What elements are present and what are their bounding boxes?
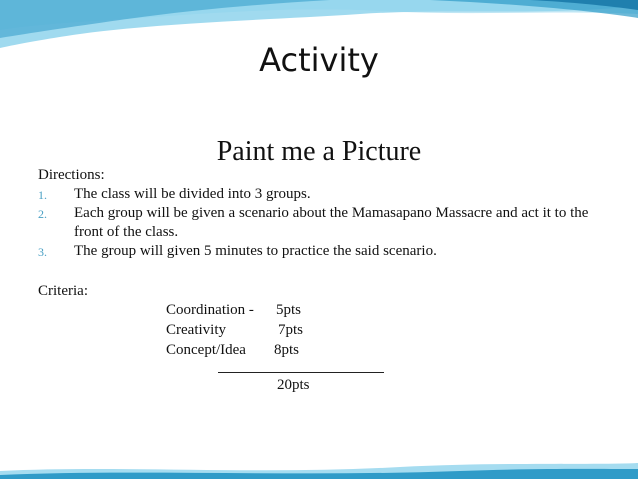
list-item: [38, 185, 598, 204]
list-number: 3.: [38, 245, 47, 259]
list-item-text: The group will given 5 minutes to practice the said scenario.: [74, 243, 437, 259]
criteria-name: Creativity: [166, 322, 226, 338]
directions-label: Directions:: [38, 167, 105, 183]
criteria-label: Criteria:: [38, 283, 88, 299]
criteria-name: Coordination -: [166, 302, 254, 318]
total-points: 20pts: [277, 377, 310, 393]
slide-subtitle: Paint me a Picture: [216, 136, 422, 167]
list-item-text: Each group will be given a scenario about the Mamasapano Massacre and act it to the front of the class.: [74, 205, 589, 240]
list-item: [38, 242, 598, 261]
criteria-points: 7pts: [278, 322, 304, 338]
sum-underline: [218, 372, 384, 373]
criteria-name: Concept/Idea: [166, 342, 246, 358]
list-item: [38, 204, 598, 242]
criteria-points: 8pts: [274, 342, 300, 358]
directions-list: [38, 185, 598, 261]
criteria-points: 5pts: [276, 302, 302, 318]
list-number: 2.: [38, 207, 47, 221]
bottom-wave-decoration: [0, 457, 638, 479]
list-number: 1.: [38, 188, 47, 202]
list-item-text: The class will be divided into 3 groups.: [74, 186, 311, 202]
slide-title: Activity: [259, 41, 379, 79]
